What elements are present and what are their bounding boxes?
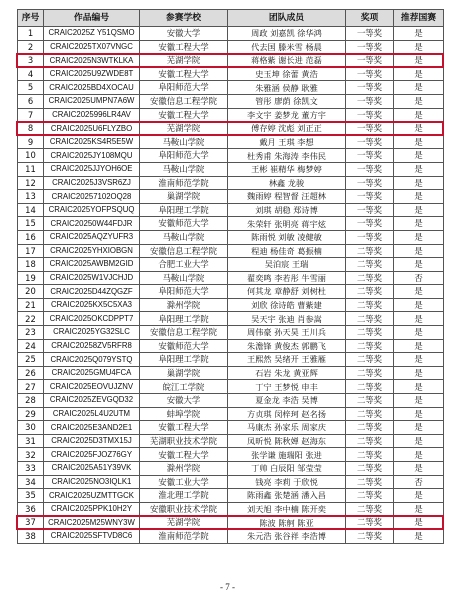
cell-no: 25	[18, 353, 44, 367]
cell-school: 芜湖学院	[140, 122, 228, 136]
cell-code: CRAIC2025TX07VNGC	[44, 40, 140, 54]
cell-award: 二等奖	[346, 489, 394, 503]
cell-no: 12	[18, 176, 44, 190]
cell-school: 安徽信息工程学院	[140, 94, 228, 108]
table-row	[18, 339, 444, 353]
cell-school: 安徽大学	[140, 27, 228, 41]
table-row	[18, 217, 444, 231]
cell-school: 马鞍山学院	[140, 135, 228, 149]
table-row	[18, 149, 444, 163]
cell-award: 二等奖	[346, 516, 394, 530]
cell-members: 丁宁 王梦悦 申丰	[228, 380, 346, 394]
cell-members: 朱澹锋 黄俊杰 郭鹏飞	[228, 339, 346, 353]
cell-no: 8	[18, 122, 44, 136]
table-row	[18, 462, 444, 476]
cell-school: 安徽师范大学	[140, 217, 228, 231]
table-row	[18, 271, 444, 285]
cell-award: 二等奖	[346, 380, 394, 394]
cell-no: 38	[18, 529, 44, 543]
cell-school: 安徽信息工程学院	[140, 326, 228, 340]
cell-school: 马鞍山学院	[140, 271, 228, 285]
header-award: 奖项	[346, 10, 394, 27]
cell-award: 一等奖	[346, 135, 394, 149]
cell-award: 二等奖	[346, 462, 394, 476]
cell-members: 马康杰 孙家乐 周家庆	[228, 421, 346, 435]
cell-members: 魏雨婷 程智督 汪超林	[228, 190, 346, 204]
cell-no: 21	[18, 298, 44, 312]
cell-rec: 是	[394, 326, 444, 340]
table-row	[18, 94, 444, 108]
table-row	[18, 67, 444, 81]
cell-code: CRAIC2025OKCDPPT7	[44, 312, 140, 326]
cell-code: CRAIC2025W1VJCHJD	[44, 271, 140, 285]
cell-code: CRAIC2025UZMTTGCK	[44, 489, 140, 503]
cell-members: 何其龙 章静舒 刘树杜	[228, 285, 346, 299]
cell-rec: 是	[394, 122, 444, 136]
cell-members: 李文宇 姜梦龙 董方宇	[228, 108, 346, 122]
cell-members: 吴泊宸 王瑞	[228, 258, 346, 272]
cell-award: 一等奖	[346, 217, 394, 231]
cell-award: 二等奖	[346, 353, 394, 367]
header-school: 参赛学校	[140, 10, 228, 27]
cell-award: 二等奖	[346, 394, 394, 408]
cell-award: 二等奖	[346, 434, 394, 448]
cell-award: 二等奖	[346, 448, 394, 462]
cell-award: 二等奖	[346, 326, 394, 340]
cell-code: CRAIC2025KX5C5XA3	[44, 298, 140, 312]
cell-no: 5	[18, 81, 44, 95]
header-members: 团队成员	[228, 10, 346, 27]
cell-no: 7	[18, 108, 44, 122]
cell-members: 朱元浩 张谷祥 李浩博	[228, 529, 346, 543]
cell-award: 二等奖	[346, 285, 394, 299]
cell-award: 一等奖	[346, 54, 394, 68]
cell-award: 一等奖	[346, 162, 394, 176]
cell-members: 戴月 王琪 李想	[228, 135, 346, 149]
cell-rec: 是	[394, 67, 444, 81]
table-row	[18, 326, 444, 340]
cell-school: 皖江工学院	[140, 380, 228, 394]
cell-code: CRAIC2025996LR4AV	[44, 108, 140, 122]
cell-members: 王熙然 吴绪开 王雅雁	[228, 353, 346, 367]
table-body	[18, 27, 444, 544]
cell-code: CRAIC2025KS4R5E5W	[44, 135, 140, 149]
cell-members: 刘欣 徐诗皓 曹紫建	[228, 298, 346, 312]
cell-members: 张学谦 施瑞阳 张进	[228, 448, 346, 462]
header-recommend: 推荐国赛	[394, 10, 444, 27]
cell-award: 二等奖	[346, 366, 394, 380]
cell-no: 26	[18, 366, 44, 380]
cell-rec: 是	[394, 529, 444, 543]
cell-no: 10	[18, 149, 44, 163]
cell-code: CRAIC2025E3AND2E1	[44, 421, 140, 435]
table-row	[18, 176, 444, 190]
cell-school: 芜湖学院	[140, 54, 228, 68]
cell-members: 程迪 杨佳奇 葛振楠	[228, 244, 346, 258]
table-row	[18, 27, 444, 41]
cell-school: 阜阳师范大学	[140, 149, 228, 163]
table-row	[18, 516, 444, 530]
cell-code: CRAIC2025U9ZWDE8T	[44, 67, 140, 81]
cell-school: 马鞍山学院	[140, 230, 228, 244]
cell-members: 翟奕鸣 李若彤 牛雪丽	[228, 271, 346, 285]
cell-rec: 是	[394, 135, 444, 149]
cell-school: 安徽信息工程学院	[140, 244, 228, 258]
cell-members: 方贞琪 闵梓珂 赵名扬	[228, 407, 346, 421]
cell-no: 33	[18, 462, 44, 476]
cell-members: 刘天旭 李中楠 陈开奕	[228, 502, 346, 516]
table-row	[18, 122, 444, 136]
cell-rec: 是	[394, 203, 444, 217]
cell-no: 35	[18, 489, 44, 503]
cell-award: 二等奖	[346, 271, 394, 285]
cell-code: CRAIC2025PPK10H2Y	[44, 502, 140, 516]
cell-rec: 是	[394, 285, 444, 299]
cell-members: 管彤 廖荫 徐凯文	[228, 94, 346, 108]
cell-rec: 是	[394, 54, 444, 68]
cell-no: 1	[18, 27, 44, 41]
table-row	[18, 190, 444, 204]
page-number: - 7 -	[220, 582, 235, 592]
cell-award: 一等奖	[346, 108, 394, 122]
table-row	[18, 529, 444, 543]
cell-members: 刘琪 胡稳 郑诗博	[228, 203, 346, 217]
cell-no: 18	[18, 258, 44, 272]
cell-members: 蒋格紫 谢长进 范磊	[228, 54, 346, 68]
cell-school: 合肥工业大学	[140, 258, 228, 272]
cell-school: 安徽工程大学	[140, 67, 228, 81]
cell-members: 陈雨鑫 张楚涵 潘入昌	[228, 489, 346, 503]
results-table	[17, 9, 444, 544]
cell-rec: 否	[394, 271, 444, 285]
cell-code: CRAIC2025FJOZ76GY	[44, 448, 140, 462]
cell-rec: 是	[394, 353, 444, 367]
cell-rec: 是	[394, 176, 444, 190]
cell-code: CRAIC2025NO3IQLK1	[44, 475, 140, 489]
cell-rec: 是	[394, 244, 444, 258]
cell-award: 二等奖	[346, 298, 394, 312]
cell-no: 17	[18, 244, 44, 258]
cell-members: 杜秀甫 朱海涛 李伟民	[228, 149, 346, 163]
table-row	[18, 162, 444, 176]
table-row	[18, 81, 444, 95]
cell-rec: 是	[394, 434, 444, 448]
cell-no: 16	[18, 230, 44, 244]
cell-no: 19	[18, 271, 44, 285]
cell-no: 37	[18, 516, 44, 530]
cell-members: 周政 刘嘉凯 徐华鸿	[228, 27, 346, 41]
cell-rec: 是	[394, 230, 444, 244]
cell-award: 一等奖	[346, 27, 394, 41]
cell-rec: 是	[394, 149, 444, 163]
cell-code: CRAIC2025BD4XOCAU	[44, 81, 140, 95]
table-row	[18, 40, 444, 54]
cell-school: 芜湖职业技术学院	[140, 434, 228, 448]
cell-school: 安徽工程大学	[140, 421, 228, 435]
cell-no: 9	[18, 135, 44, 149]
cell-code: CRAIC2025U6FLYZBO	[44, 122, 140, 136]
cell-award: 一等奖	[346, 230, 394, 244]
cell-school: 阜阳理工学院	[140, 203, 228, 217]
table-row	[18, 54, 444, 68]
table-row	[18, 380, 444, 394]
cell-rec: 是	[394, 190, 444, 204]
table-row	[18, 407, 444, 421]
table-row	[18, 230, 444, 244]
cell-rec: 是	[394, 312, 444, 326]
table-row	[18, 489, 444, 503]
cell-school: 安徽工程大学	[140, 108, 228, 122]
cell-rec: 是	[394, 448, 444, 462]
cell-rec: 是	[394, 27, 444, 41]
cell-award: 一等奖	[346, 94, 394, 108]
cell-school: 安徽工程大学	[140, 40, 228, 54]
cell-members: 夏金龙 李浩 吴博	[228, 394, 346, 408]
cell-school: 马鞍山学院	[140, 162, 228, 176]
cell-code: CRAIC2025JY108MQU	[44, 149, 140, 163]
cell-code: CRAIC2025UMPN7A6W	[44, 94, 140, 108]
table-row	[18, 353, 444, 367]
cell-award: 一等奖	[346, 67, 394, 81]
table-row	[18, 434, 444, 448]
cell-no: 14	[18, 203, 44, 217]
cell-code: CRAIC2025M25WNY3W	[44, 516, 140, 530]
cell-school: 巢湖学院	[140, 190, 228, 204]
cell-code: CRAIC2025D3TMX15J	[44, 434, 140, 448]
cell-school: 芜湖学院	[140, 516, 228, 530]
cell-award: 二等奖	[346, 339, 394, 353]
cell-code: CRAIC2025J3VSR6ZJ	[44, 176, 140, 190]
table-row	[18, 244, 444, 258]
table-header-row	[18, 10, 444, 27]
cell-code: CRAIC2025YOFPSQUQ	[44, 203, 140, 217]
cell-members: 钱亮 李莉 于欣悦	[228, 475, 346, 489]
cell-school: 安徽职业技术学院	[140, 502, 228, 516]
table-row	[18, 475, 444, 489]
cell-code: CRAIC20258ZV5RFR8	[44, 339, 140, 353]
table-row	[18, 312, 444, 326]
table-row	[18, 203, 444, 217]
cell-rec: 是	[394, 217, 444, 231]
cell-no: 3	[18, 54, 44, 68]
cell-school: 安徽工业大学	[140, 475, 228, 489]
cell-award: 二等奖	[346, 529, 394, 543]
cell-no: 22	[18, 312, 44, 326]
table-row	[18, 298, 444, 312]
table-row	[18, 421, 444, 435]
cell-school: 阜阳师范大学	[140, 81, 228, 95]
cell-no: 29	[18, 407, 44, 421]
cell-school: 滁州学院	[140, 462, 228, 476]
cell-code: CRAIC20257102OQ28	[44, 190, 140, 204]
cell-members: 朱荣轩 张明亮 蒋宇炫	[228, 217, 346, 231]
cell-members: 朱雅涵 侯静 耿雅	[228, 81, 346, 95]
cell-rec: 是	[394, 40, 444, 54]
table-row	[18, 285, 444, 299]
cell-rec: 是	[394, 502, 444, 516]
cell-rec: 是	[394, 108, 444, 122]
cell-no: 24	[18, 339, 44, 353]
table-row	[18, 366, 444, 380]
cell-award: 二等奖	[346, 475, 394, 489]
cell-rec: 是	[394, 258, 444, 272]
cell-award: 一等奖	[346, 190, 394, 204]
cell-award: 二等奖	[346, 312, 394, 326]
cell-school: 巢湖学院	[140, 366, 228, 380]
cell-code: CRAIC2025N3WTKLKA	[44, 54, 140, 68]
cell-school: 淮南师范学院	[140, 176, 228, 190]
table-row	[18, 258, 444, 272]
cell-rec: 是	[394, 366, 444, 380]
cell-school: 安徽大学	[140, 394, 228, 408]
cell-award: 一等奖	[346, 81, 394, 95]
cell-school: 阜阳师范大学	[140, 285, 228, 299]
cell-code: CRAIC2025ZEVGQD32	[44, 394, 140, 408]
cell-rec: 是	[394, 421, 444, 435]
cell-rec: 是	[394, 380, 444, 394]
cell-code: CRAIC2025SFTVD8C6	[44, 529, 140, 543]
cell-members: 代去国 滕米雪 杨晨	[228, 40, 346, 54]
cell-award: 一等奖	[346, 149, 394, 163]
cell-members: 丁帅 白辰阳 邹莹莹	[228, 462, 346, 476]
cell-school: 安徽师范大学	[140, 339, 228, 353]
cell-code: CRAIC2025A51Y39VK	[44, 462, 140, 476]
cell-code: CRAIC2025AWBM2GID	[44, 258, 140, 272]
cell-award: 一等奖	[346, 203, 394, 217]
cell-no: 2	[18, 40, 44, 54]
cell-code: CRAIC2025YHXIOBGN	[44, 244, 140, 258]
cell-code: CRAIC2025YG32SLC	[44, 326, 140, 340]
cell-award: 二等奖	[346, 244, 394, 258]
cell-members: 陈雨悦 刘敏 凌健敏	[228, 230, 346, 244]
cell-no: 30	[18, 421, 44, 435]
cell-members: 凤昕悦 陈秋婵 赵海东	[228, 434, 346, 448]
cell-members: 傅存婷 沈彪 刘正正	[228, 122, 346, 136]
cell-rec: 否	[394, 475, 444, 489]
table-row	[18, 108, 444, 122]
cell-rec: 是	[394, 489, 444, 503]
cell-no: 11	[18, 162, 44, 176]
cell-rec: 是	[394, 516, 444, 530]
header-no: 序号	[18, 10, 44, 27]
cell-no: 6	[18, 94, 44, 108]
cell-school: 蚌埠学院	[140, 407, 228, 421]
cell-rec: 是	[394, 407, 444, 421]
cell-school: 淮南师范学院	[140, 529, 228, 543]
cell-code: CRAIC2025Z Y51QSMO	[44, 27, 140, 41]
cell-award: 二等奖	[346, 407, 394, 421]
cell-members: 陈波 陈舸 陈亚	[228, 516, 346, 530]
cell-no: 15	[18, 217, 44, 231]
cell-school: 阜阳理工学院	[140, 312, 228, 326]
cell-no: 34	[18, 475, 44, 489]
cell-code: CRAIC2025JJYOH6OE	[44, 162, 140, 176]
cell-rec: 是	[394, 81, 444, 95]
cell-award: 一等奖	[346, 122, 394, 136]
table-row	[18, 135, 444, 149]
cell-no: 27	[18, 380, 44, 394]
cell-award: 二等奖	[346, 502, 394, 516]
cell-code: CRAIC2025AQZYUFR3	[44, 230, 140, 244]
table-row	[18, 448, 444, 462]
cell-no: 31	[18, 434, 44, 448]
cell-members: 林鑫 龙骏	[228, 176, 346, 190]
cell-no: 36	[18, 502, 44, 516]
cell-members: 吴天宇 张迪 肖参嵩	[228, 312, 346, 326]
cell-school: 滁州学院	[140, 298, 228, 312]
cell-school: 淮北理工学院	[140, 489, 228, 503]
cell-award: 二等奖	[346, 421, 394, 435]
table-row	[18, 502, 444, 516]
cell-rec: 是	[394, 394, 444, 408]
cell-school: 阜阳理工学院	[140, 353, 228, 367]
cell-rec: 是	[394, 94, 444, 108]
cell-members: 史玉坤 徐蕾 黄浩	[228, 67, 346, 81]
header-code: 作品编号	[44, 10, 140, 27]
cell-no: 32	[18, 448, 44, 462]
cell-code: CRAIC2025D44ZQGZF	[44, 285, 140, 299]
cell-rec: 是	[394, 339, 444, 353]
cell-code: CRAIC2025GMU4FCA	[44, 366, 140, 380]
cell-award: 一等奖	[346, 40, 394, 54]
cell-members: 石岩 朱龙 黄亚辉	[228, 366, 346, 380]
cell-rec: 是	[394, 298, 444, 312]
cell-code: CRAIC2025EOVUJZNV	[44, 380, 140, 394]
cell-code: CRAIC2025Q079YSTQ	[44, 353, 140, 367]
cell-no: 23	[18, 326, 44, 340]
cell-no: 4	[18, 67, 44, 81]
cell-award: 二等奖	[346, 258, 394, 272]
cell-code: CRAIC2025L4U2UTM	[44, 407, 140, 421]
cell-rec: 是	[394, 462, 444, 476]
cell-members: 王彬 崔精华 梅梦婷	[228, 162, 346, 176]
cell-school: 安徽工程大学	[140, 448, 228, 462]
cell-code: CRAIC20250W44FDJR	[44, 217, 140, 231]
cell-no: 28	[18, 394, 44, 408]
cell-no: 20	[18, 285, 44, 299]
cell-award: 一等奖	[346, 176, 394, 190]
cell-members: 周伟豪 孙天昊 王川兵	[228, 326, 346, 340]
cell-no: 13	[18, 190, 44, 204]
table-row	[18, 394, 444, 408]
cell-rec: 是	[394, 162, 444, 176]
